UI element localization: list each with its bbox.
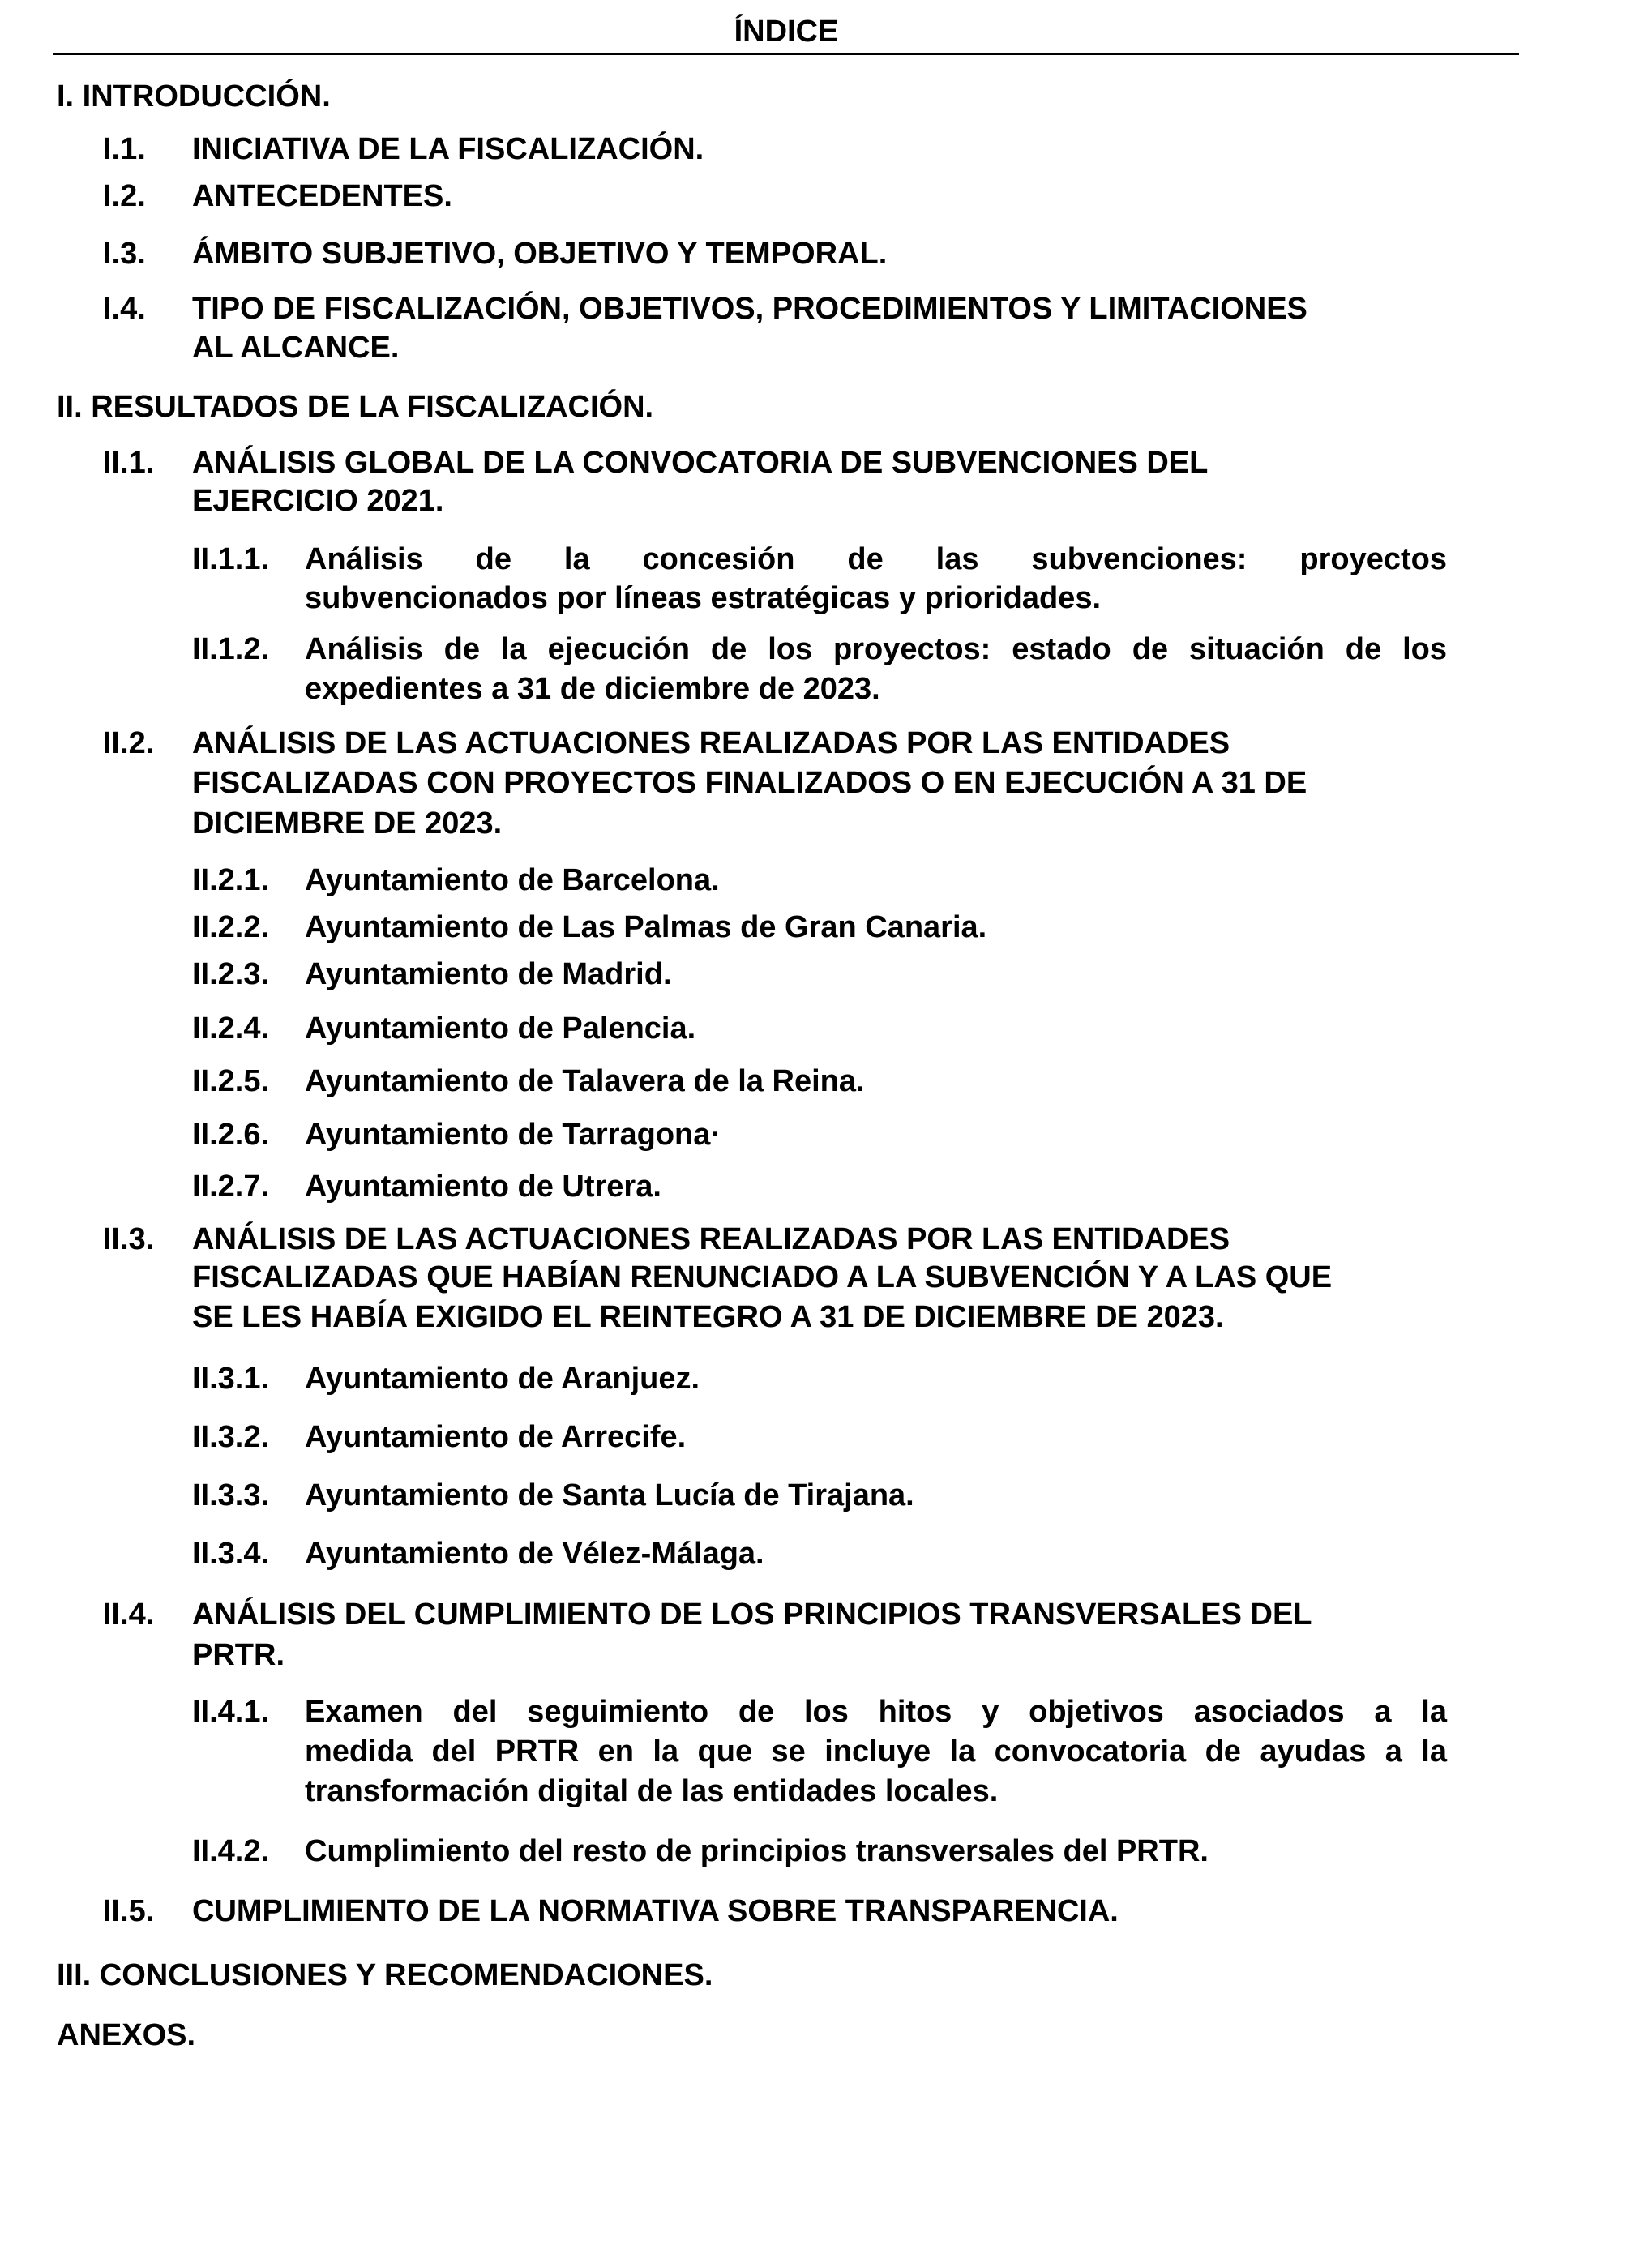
toc-entry-ii23[interactable]: Ayuntamiento de Madrid. [305, 957, 672, 991]
toc-section-anexos[interactable]: ANEXOS. [57, 2018, 196, 2052]
toc-entry-i2[interactable]: ANTECEDENTES. [192, 179, 452, 213]
toc-entry-ii27[interactable]: Ayuntamiento de Utrera. [305, 1170, 661, 1204]
toc-entry-ii41-cont[interactable]: medida del PRTR en la que se incluye la convocatoria de ayudas a la [305, 1735, 1447, 1769]
toc-entry-ii2-cont[interactable]: FISCALIZADAS CON PROYECTOS FINALIZADOS O EN EJECUCIÓN A 31 DE [192, 766, 1307, 800]
toc-entry-ii26[interactable]: Ayuntamiento de Tarragona· [305, 1118, 721, 1152]
toc-entry-ii42[interactable]: Cumplimiento del resto de principios transversales del PRTR. [305, 1834, 1209, 1868]
toc-number: II.2.5. [192, 1064, 270, 1098]
toc-section-iii[interactable]: III. CONCLUSIONES Y RECOMENDACIONES. [57, 1958, 713, 1992]
toc-section-ii[interactable]: II. RESULTADOS DE LA FISCALIZACIÓN. [57, 390, 654, 424]
toc-number: II.2.7. [192, 1170, 270, 1204]
toc-number: II.2.2. [192, 910, 270, 944]
toc-entry-ii4-cont[interactable]: PRTR. [192, 1638, 285, 1672]
toc-entry-i3[interactable]: ÁMBITO SUBJETIVO, OBJETIVO Y TEMPORAL. [192, 237, 888, 271]
toc-number: II.3.2. [192, 1420, 270, 1454]
toc-entry-ii2-cont[interactable]: DICIEMBRE DE 2023. [192, 806, 503, 841]
toc-entry-ii32[interactable]: Ayuntamiento de Arrecife. [305, 1420, 687, 1454]
toc-entry-ii1-cont[interactable]: EJERCICIO 2021. [192, 484, 444, 518]
toc-entry-ii5[interactable]: CUMPLIMIENTO DE LA NORMATIVA SOBRE TRANSPARENCIA. [192, 1894, 1119, 1928]
toc-entry-ii33[interactable]: Ayuntamiento de Santa Lucía de Tirajana. [305, 1478, 914, 1512]
toc-entry-ii21[interactable]: Ayuntamiento de Barcelona. [305, 863, 720, 897]
toc-number: II.2.3. [192, 957, 270, 991]
page-title: ÍNDICE [734, 15, 839, 49]
toc-entry-ii3-cont[interactable]: FISCALIZADAS QUE HABÍAN RENUNCIADO A LA SUBVENCIÓN Y A LAS QUE [192, 1260, 1333, 1294]
toc-entry-ii34[interactable]: Ayuntamiento de Vélez-Málaga. [305, 1537, 764, 1571]
toc-number: II.4. [103, 1598, 155, 1632]
toc-entry-ii11-cont[interactable]: subvencionados por líneas estratégicas y prioridades. [305, 581, 1102, 615]
toc-number: II.3.3. [192, 1478, 270, 1512]
toc-number: II.1.1. [192, 542, 270, 576]
toc-number: II.2.6. [192, 1118, 270, 1152]
toc-entry-ii2[interactable]: ANÁLISIS DE LAS ACTUACIONES REALIZADAS POR LAS ENTIDADES [192, 726, 1230, 760]
toc-number: II.4.2. [192, 1834, 270, 1868]
toc-number: II.3. [103, 1222, 155, 1256]
toc-entry-i4-cont[interactable]: AL ALCANCE. [192, 331, 400, 365]
toc-entry-ii41-cont[interactable]: transformación digital de las entidades locales. [305, 1774, 999, 1808]
toc-entry-i1[interactable]: INICIATIVA DE LA FISCALIZACIÓN. [192, 132, 704, 166]
toc-number: II.2.1. [192, 863, 270, 897]
toc-entry-ii4[interactable]: ANÁLISIS DEL CUMPLIMIENTO DE LOS PRINCIPIOS TRANSVERSALES DEL [192, 1598, 1312, 1632]
toc-number: II.2. [103, 726, 155, 760]
toc-entry-ii41[interactable]: Examen del seguimiento de los hitos y objetivos asociados a la [305, 1695, 1447, 1729]
toc-number: I.2. [103, 179, 146, 213]
toc-number: II.5. [103, 1894, 155, 1928]
toc-entry-ii25[interactable]: Ayuntamiento de Talavera de la Reina. [305, 1064, 865, 1098]
toc-entry-ii1[interactable]: ANÁLISIS GLOBAL DE LA CONVOCATORIA DE SUBVENCIONES DEL [192, 446, 1209, 480]
toc-number: II.3.4. [192, 1537, 270, 1571]
toc-section-i[interactable]: I. INTRODUCCIÓN. [57, 79, 331, 113]
toc-entry-i4[interactable]: TIPO DE FISCALIZACIÓN, OBJETIVOS, PROCEDIMIENTOS Y LIMITACIONES [192, 292, 1307, 326]
toc-entry-ii12-cont[interactable]: expedientes a 31 de diciembre de 2023. [305, 672, 880, 706]
toc-number: II.3.1. [192, 1362, 270, 1396]
toc-entry-ii3-cont[interactable]: SE LES HABÍA EXIGIDO EL REINTEGRO A 31 DE DICIEMBRE DE 2023. [192, 1300, 1224, 1334]
toc-number: I.4. [103, 292, 146, 326]
toc-entry-ii12[interactable]: Análisis de la ejecución de los proyectos: estado de situación de los [305, 632, 1447, 666]
toc-number: II.4.1. [192, 1695, 270, 1729]
toc-number: II.1.2. [192, 632, 270, 666]
title-divider [53, 53, 1519, 55]
toc-number: I.3. [103, 237, 146, 271]
toc-entry-ii31[interactable]: Ayuntamiento de Aranjuez. [305, 1362, 700, 1396]
toc-entry-ii11[interactable]: Análisis de la concesión de las subvenciones: proyectos [305, 542, 1447, 576]
toc-number: I.1. [103, 132, 146, 166]
toc-number: II.2.4. [192, 1012, 270, 1046]
toc-entry-ii24[interactable]: Ayuntamiento de Palencia. [305, 1012, 696, 1046]
toc-entry-ii22[interactable]: Ayuntamiento de Las Palmas de Gran Canaria. [305, 910, 987, 944]
toc-number: II.1. [103, 446, 155, 480]
toc-entry-ii3[interactable]: ANÁLISIS DE LAS ACTUACIONES REALIZADAS POR LAS ENTIDADES [192, 1222, 1230, 1256]
